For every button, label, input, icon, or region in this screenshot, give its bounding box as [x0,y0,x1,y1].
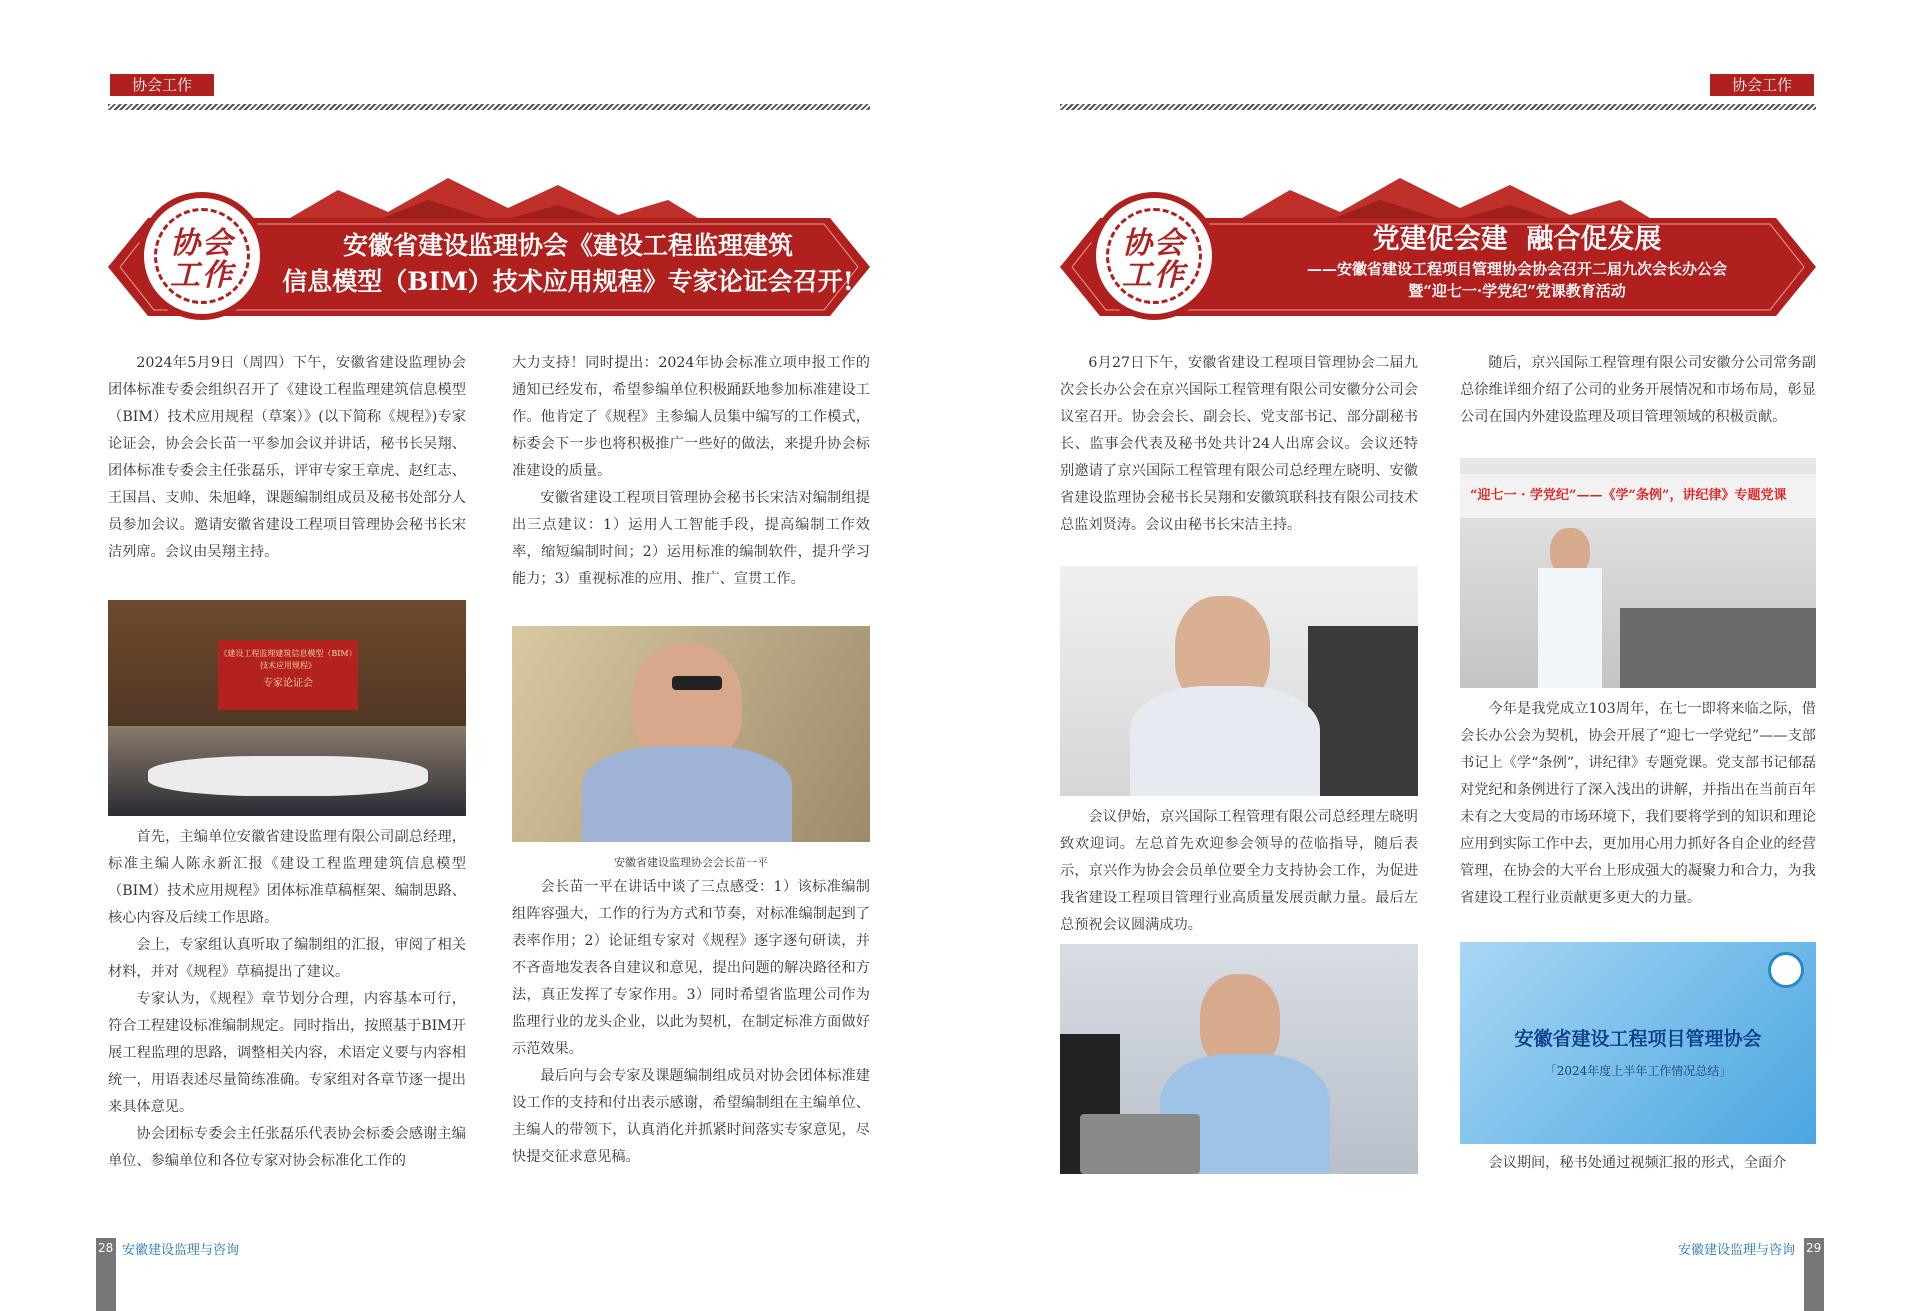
meeting-photo [108,600,466,816]
screen-title: 安徽省建设工程项目管理协会 [1514,1028,1762,1050]
paragraph: 会议期间，秘书处通过视频汇报的形式，全面介 [1488,1155,1787,1171]
video-screen [1460,942,1816,1144]
right-col-2-mid [1460,696,1816,912]
magazine-name: 安徽建设监理与咨询 [122,1243,240,1258]
meeting-slide [218,640,358,710]
page-number: 29 [1806,1241,1822,1255]
seal-badge [138,192,266,320]
speaker-photo [512,626,870,842]
speaker-photo [1060,944,1418,1174]
slide-subtitle: 专家论证会 [263,678,313,689]
slide-title: 《建设工程监理建筑信息模型（BIM）技术应用规程》 [219,649,357,670]
left-col-2-top [512,350,870,593]
title-main: 党建促会建 融合促发展 [1372,224,1662,255]
paragraph: 安徽省建设工程项目管理协会秘书长宋洁对编制组提出三点建议：1）运用人工智能手段，提高编制工作效率，缩短编制时间；2）运用标准的编制软件，提升学习能力；3）重视标准的应用、推广、宣贯工作。 [512,490,870,587]
right-col-2-bottom [1460,1150,1816,1177]
section-tag: 协会工作 [1710,74,1814,96]
screen-subtitle: 「2024年度上半年工作情况总结」 [1544,1064,1732,1078]
seal-text: 协会工作 [170,226,234,293]
title-sub-2: 暨“迎七一·学党纪”党课教育活动 [1408,282,1626,300]
header-rule [1060,104,1816,110]
association-logo-icon [1768,952,1804,988]
title-sub-1: ——安徽省建设工程项目管理协会协会召开二届九次会长办公会 [1306,260,1727,278]
left-col-2-bottom [512,874,870,1171]
paragraph: 今年是我党成立103周年，在七一即将来临之际，借会长办公会为契机，协会开展了“迎七一学党纪”——支部书记上《学“条例”，讲纪律》专题党课。党支部书记郁磊对党纪和条例进行了深入浅出的讲解，并指出在当前百年未有之大变局的市场环境下，我们要将学到的知识和理论应用到实际工作中去，更加用心用力抓好各自企业的经营管理，在协会的大平台上形成强大的凝聚力和合力，为我省建设工程行业贡献更多更大的力量。 [1460,701,1816,906]
paragraph: 2024年5月9日（周四）下午，安徽省建设监理协会团体标准专委会组织召开了《建设工程监理建筑信息模型（BIM）技术应用规程（草案）》(以下简称《规程》)专家论证会，协会会长苗一平参加会议并讲话，秘书长吴翔、团体标准专委会主任张磊乐，评审专家王章虎、赵红志、王国昌、支帅、朱旭峰，课题编制组成员及秘书处部分人员参加会议。邀请安徽省建设工程项目管理协会秘书长宋洁列席。会议由吴翔主持。 [108,355,466,560]
article-banner [1060,170,1816,320]
right-col-1-top [1060,350,1418,539]
seal-badge [1090,192,1218,320]
photo-caption: 安徽省建设监理协会会长苗一平 [614,856,768,869]
magazine-name: 安徽建设监理与咨询 [1678,1243,1796,1258]
left-col-1-top [108,350,466,566]
paragraph: 随后，京兴国际工程管理有限公司安徽分公司常务副总徐维详细介绍了公司的业务开展情况和市场布局，彰显公司在国内外建设监理及项目管理领域的积极贡献。 [1460,355,1816,425]
right-col-1-mid [1060,804,1418,939]
paragraph: 最后向与会专家及课题编制组成员对协会团体标准建设工作的支持和付出表示感谢，希望编制组在主编单位、主编人的带领下，认真消化并抓紧时间落实专家意见，尽快提交征求意见稿。 [512,1068,870,1165]
paragraph: 专家认为，《规程》章节划分合理，内容基本可行，符合工程建设标准编制规定。同时指出，按照基于BIM开展工程监理的思路，调整相关内容，术语定义要与内容相统一，用语表述尽量简练准确。专家组对各章节逐一提出来具体意见。 [108,991,466,1115]
header-rule [108,104,870,110]
lecture-photo [1460,458,1816,688]
paragraph: 大力支持！同时提出：2024年协会标准立项申报工作的通知已经发布，希望参编单位积极踊跃地参加标准建设工作。他肯定了《规程》主参编人员集中编写的工作模式，标委会下一步也将积极推广一些好的做法，来提升协会标准建设的质量。 [512,355,870,479]
paragraph: 会上，专家组认真听取了编制组的汇报，审阅了相关材料，并对《规程》草稿提出了建议。 [108,937,466,980]
right-col-2-top [1460,350,1816,431]
article-banner [108,170,870,320]
title-line-2: 信息模型（BIM）技术应用规程》专家论证会召开! [282,267,854,296]
article-title [1220,222,1814,302]
host-photo [1060,566,1418,796]
page-number: 28 [98,1241,114,1255]
lecture-banner: “迎七一 · 学党纪”——《学“条例”，讲纪律》专题党课 [1460,474,1816,518]
right-page [960,0,1920,1311]
paragraph: 会长苗一平在讲话中谈了三点感受：1）该标准编制组阵容强大，工作的行为方式和节奏，对标准编制起到了表率作用；2）论证组专家对《规程》逐字逐句研读，并不吝啬地发表各自建议和意见，提出问题的解决路径和方法，真正发挥了专家作用。3）同时希望省监理公司作为监理行业的龙头企业，以此为契机，在制定标准方面做好示范效果。 [512,879,870,1057]
seal-text: 协会工作 [1122,226,1186,293]
paragraph: 首先，主编单位安徽省建设监理有限公司副总经理，标准主编人陈永新汇报《建设工程监理建筑信息模型（BIM）技术应用规程》团体标准草稿框架、编制思路、核心内容及后续工作思路。 [108,829,466,926]
article-title [268,228,868,300]
section-tag: 协会工作 [110,74,214,96]
paragraph: 6月27日下午，安徽省建设工程项目管理协会二届九次会长办公会在京兴国际工程管理有限公司安徽分公司会议室召开。协会会长、副会长、党支部书记、部分副秘书长、监事会代表及秘书处共计24人出席会议。会议还特别邀请了京兴国际工程管理有限公司总经理左晓明、安徽省建设监理协会秘书长吴翔和安徽筑联科技有限公司技术总监刘贤涛。会议由秘书长宋洁主持。 [1060,355,1418,533]
title-line-1: 安徽省建设监理协会《建设工程监理建筑 [342,231,793,260]
paragraph: 会议伊始，京兴国际工程管理有限公司总经理左晓明致欢迎词。左总首先欢迎参会领导的莅临指导，随后表示，京兴作为协会会员单位要全力支持协会工作，为促进我省建设工程项目管理行业高质量发展贡献力量。最后左总预祝会议圆满成功。 [1060,809,1418,933]
paragraph: 协会团标专委会主任张磊乐代表协会标委会感谢主编单位、参编单位和各位专家对协会标准化工作的 [108,1126,466,1169]
left-col-1-bottom [108,824,466,1175]
